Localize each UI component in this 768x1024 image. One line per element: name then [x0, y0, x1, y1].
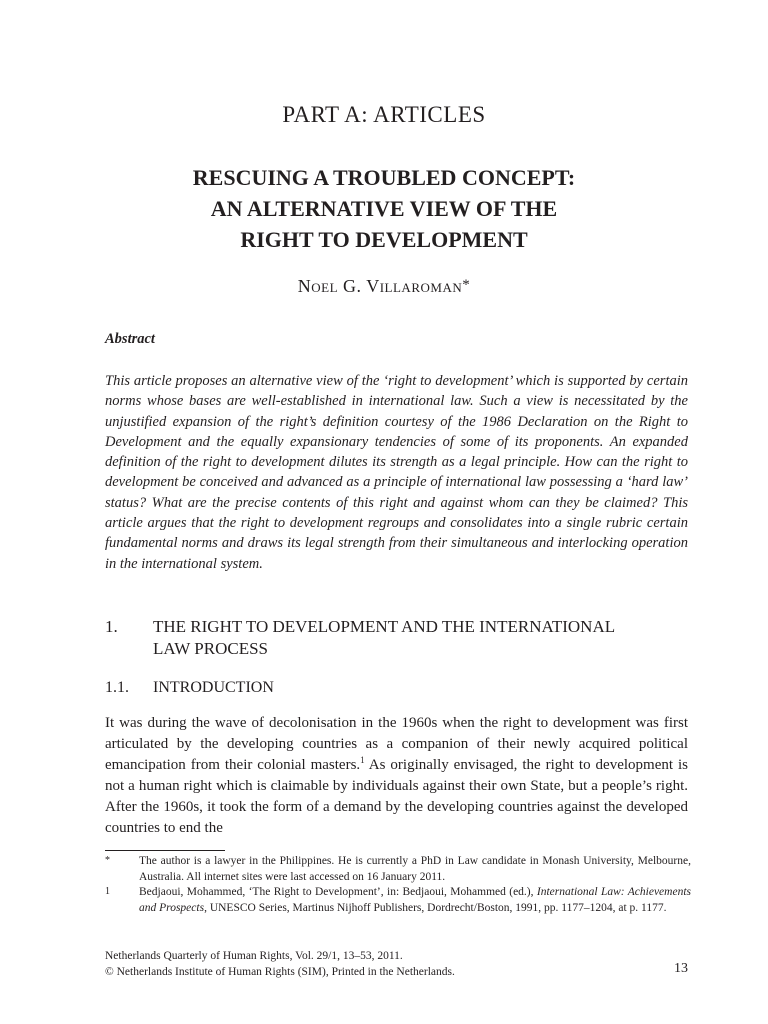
- footnote-book-title: International Law: Achievements and Prospects: [139, 886, 691, 914]
- article-title-line-3: RIGHT TO DEVELOPMENT: [240, 227, 528, 252]
- article-title-line-1: RESCUING A TROUBLED CONCEPT:: [192, 165, 576, 190]
- section-number: 1.: [105, 617, 118, 636]
- subsection-number: 1.1.: [105, 679, 129, 696]
- footnote-reference: 1: [360, 754, 365, 765]
- copyright-notice: © Netherlands Institute of Human Rights (SIM), Printed in the Netherlands.: [105, 965, 455, 978]
- body-text-part-1: It was during the wave of decolonisation in the 1960s when the right to development was first articulated by the developing countries as a companion of their newly acquired political emancipation from their colonial masters.: [105, 715, 688, 773]
- footnote-mark: 1: [105, 886, 110, 897]
- journal-footer: [105, 949, 455, 980]
- footnote-text-b: , UNESCO Series, Martinus Nijhoff Publishers, Dordrecht/Boston, 1991, pp. 1177–1204, at p. 1177.: [204, 902, 667, 914]
- body-paragraph: [105, 713, 688, 838]
- article-title: [0, 162, 768, 255]
- author-line: [0, 276, 768, 297]
- author-footnote-mark: *: [462, 277, 471, 293]
- author-name: Noel G. Villaroman: [297, 276, 463, 296]
- footnote-text: [139, 884, 691, 916]
- subsection-title: INTRODUCTION: [153, 679, 274, 696]
- footnote-text-a: Bedjaoui, Mohammed, ‘The Right to Development’, in: Bedjaoui, Mohammed (ed.),: [139, 886, 537, 898]
- abstract-heading: Abstract: [105, 331, 155, 347]
- section-title: THE RIGHT TO DEVELOPMENT AND THE INTERNATIONAL LAW PROCESS: [153, 617, 615, 658]
- article-title-line-2: AN ALTERNATIVE VIEW OF THE: [210, 196, 558, 221]
- page-number: 13: [674, 961, 688, 976]
- abstract-text: This article proposes an alternative view of the ‘right to development’ which is supported by certain norms whose bases are well-established in international law. Such a view is necessitated by the unjustified expansion of the right’s definition courtesy of the 1986 Declaration on the Right to Development and the equally expansionary tendencies of some of its proponents. An expanded definition of the right to development dilutes its strength as a legal principle. How can the right to development be conceived and advanced as a principle of international law possessing a ‘hard law’ status? What are the precise contents of this right and against whom can they be claimed? This article argues that the right to development regroups and consolidates into a single rubric certain fundamental norms and draws its legal strength from their simultaneous and interlocking operation in the international system.: [105, 373, 688, 572]
- body-text-part-2: As originally envisaged, the right to development is not a human right which is claimable by individuals against their own State, but a people’s right. After the 1960s, it took the form of a demand by the developing countries against the developed countries to end the: [105, 756, 688, 836]
- part-title: PART A: ARTICLES: [282, 102, 486, 127]
- footnote-divider: [105, 850, 225, 851]
- footnote-text: The author is a lawyer in the Philippines. He is currently a PhD in Law candidate in Monash University, Melbourne, Australia. All internet sites were last accessed on 16 January 2011.: [139, 855, 691, 883]
- journal-citation: Netherlands Quarterly of Human Rights, Vol. 29/1, 13–53, 2011.: [105, 950, 403, 962]
- footnote-mark: *: [105, 855, 110, 866]
